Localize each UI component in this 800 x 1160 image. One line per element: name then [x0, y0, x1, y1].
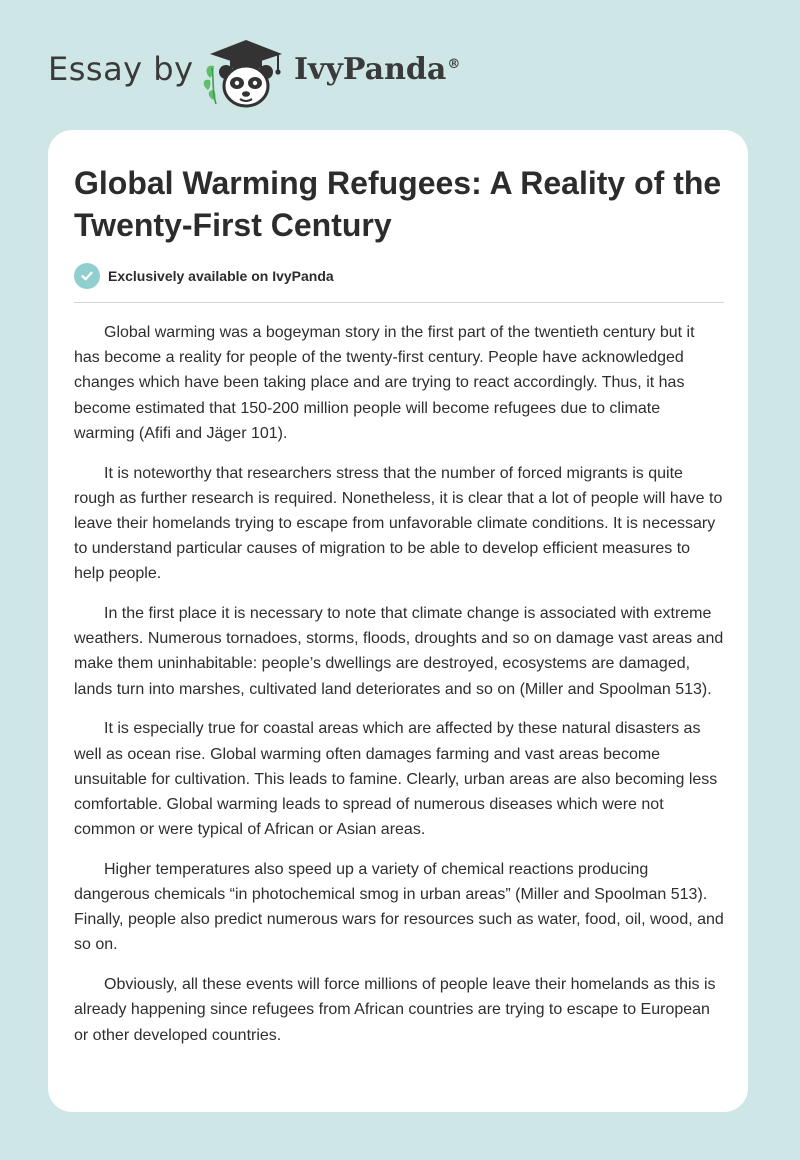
- exclusive-badge: [74, 262, 334, 290]
- paragraph: It is especially true for coastal areas which are affected by these natural disasters as well as ocean rise. Global warming often damages farming and vast areas become unsuitable for cultivation. This leads to famine. Clearly, urban areas are also becoming less comfortable. Global warming leads to spread of numerous diseases which were not common or were typical of African or Asian areas.: [74, 720, 718, 839]
- paragraph: Global warming was a bogeyman story in the first part of the twentieth century but it has become a reality for people of the twenty-first century. People have acknowledged changes which have been taking place and are trying to react accordingly. Thus, it has become estimated that 150-200 million people will become refugees due to climate warming (Afifi and Jäger 101).: [74, 324, 695, 442]
- registered-mark: ®: [447, 57, 461, 72]
- site-header: [0, 0, 800, 120]
- essay-card: [48, 130, 748, 1112]
- check-circle-icon: [74, 263, 100, 289]
- title-divider: [74, 302, 724, 303]
- panda-graduate-icon[interactable]: [200, 34, 290, 110]
- brand-logo-text[interactable]: [294, 52, 460, 87]
- paragraph: In the first place it is necessary to note that climate change is associated with extreme weathers. Numerous tornadoes, storms, floods, droughts and so on damage vast areas and make them uninhabitable: people’s dwellings are destroyed, ecosystems are damaged, lands turn into marshes, cultivated land deteriorates and so on (Miller and Spoolman 513).: [74, 605, 724, 698]
- essay-title: Global Warming Refugees: A Reality of the Twenty-First Century: [74, 165, 722, 243]
- paragraph: Higher temperatures also speed up a variety of chemical reactions producing dangerous chemicals “in photochemical smog in urban areas” (Miller and Spoolman 513). Finally, people also predict numerous wars for resources such as water, food, oil, wood, and so on.: [74, 860, 724, 954]
- brand-name: IvyPanda: [294, 52, 447, 87]
- exclusive-badge-label: Exclusively available on IvyPanda: [108, 268, 334, 284]
- essay-body: [74, 320, 724, 1062]
- paragraph: It is noteworthy that researchers stress that the number of forced migrants is quite rough as further research is required. Nonetheless, it is clear that a lot of people will have to leave their homelands trying to escape from unfavorable climate conditions. It is necessary to understand particular causes of migration to be able to develop efficient measures to help people.: [74, 464, 723, 583]
- paragraph: Obviously, all these events will force millions of people leave their homelands as this is already happening since refugees from African countries are trying to escape to European or other developed countries.: [74, 976, 716, 1044]
- essay-by-label: Essay by: [48, 50, 194, 88]
